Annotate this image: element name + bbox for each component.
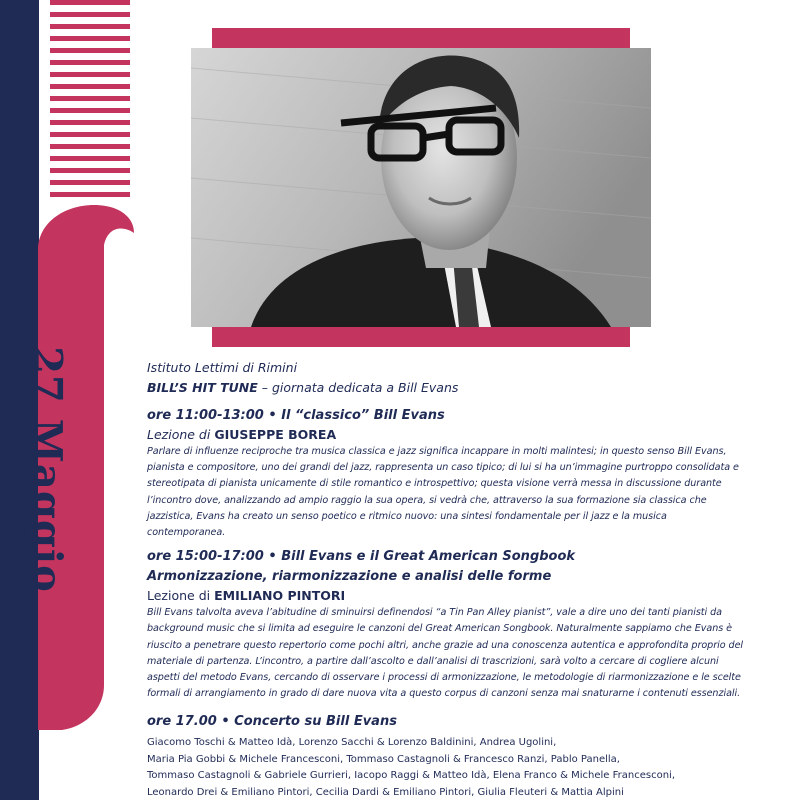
session-1-lesson: Lezione di GIUSEPPE BOREA xyxy=(147,427,337,442)
session-2-subtitle: Armonizzazione, riarmonizzazione e analisi delle forme xyxy=(147,569,552,585)
event-subtitle: – giornata dedicata a Bill Evans xyxy=(257,380,459,395)
session-2-teacher: EMILIANO PINTORI xyxy=(214,588,346,604)
session-2-lesson: Lezione di EMILIANO PINTORI xyxy=(147,588,346,604)
portrait-photo xyxy=(191,48,651,327)
session-2-title: ore 15:00-17:00 • Bill Evans e il Great American Songbook xyxy=(147,549,576,565)
session-1-description: Parlare di influenze reciproche tra musica classica e jazz significa incappare in molti malintesi; in questo senso Bill Evans, pianista e compositore, uno dei grandi del jazz, rappresenta un caso tipico; di lui si ha un’immagine purtroppo consolidata e stereotipata di pianista unicamente di stile romantico e introspettivo; questa visione verrà messa in discussione durante l’incontro dove, analizzando ad ampio raggio la sua opera, si vedrà che, attraverso la sua formazione sia classica che jazzistica, Evans ha creato un senso poetico e ritmico nuovo: una sintesi fondamentale per il jazz e la musica contemporanea. xyxy=(147,446,739,539)
event-title: BILL’S HIT TUNE xyxy=(147,380,258,395)
venue: Istituto Lettimi di Rimini xyxy=(147,360,298,375)
performers-line: Leonardo Drei & Emiliano Pintori, Cecilia Dardi & Emiliano Pintori, Giulia Fleuteri & Mattia Alpini xyxy=(147,786,624,798)
session-3-title: ore 17.00 • Concerto su Bill Evans xyxy=(147,714,397,730)
photo-band-top xyxy=(212,28,630,48)
photo-band-bottom xyxy=(212,327,630,347)
session-1-teacher: GIUSEPPE BOREA xyxy=(214,427,337,442)
event-title-line xyxy=(147,378,747,398)
performers-line: Giacomo Toschi & Matteo Idà, Lorenzo Sacchi & Lorenzo Baldinini, Andrea Ugolini, xyxy=(147,737,557,749)
session-1-title: ore 11:00-13:00 • Il “classico” Bill Evans xyxy=(147,408,445,423)
performers-line: Tommaso Castagnoli & Gabriele Gurrieri, Iacopo Raggi & Matteo Idà, Elena Franco & Michele Francesconi, xyxy=(147,770,676,782)
performers-line: Maria Pia Gobbi & Michele Francesconi, Tommaso Castagnoli & Francesco Ranzi, Pablo Panella, xyxy=(147,753,620,765)
date-label: 27 Maggio xyxy=(23,346,71,593)
decorative-stripes xyxy=(50,0,130,196)
event-content xyxy=(147,358,747,801)
session-2-description: Bill Evans talvolta aveva l’abitudine di sminuirsi definendosi “a Tin Pan Alley pianist”, vale a dire uno dei tanti pianisti da background music che si limita ad eseguire le canzoni del Great American Songbook. Naturalmente sappiamo che Evans è riuscito a penetrare questo repertorio come pochi altri, anche grazie ad una conoscenza autentica e approfondita proprio del materiale di partenza. L’incontro, a partire dall’ascolto e dall’analisi di trascrizioni, sarà volto a cercare di cogliere alcuni aspetti del metodo Evans, cercando di osservare i processi di armonizzazione, le metodologie di riarmonizzazione e le scelte formali di arrangiamento in grado di dare nuova vita a questo corpus di canzoni senza mai snaturarne i contenuti essenziali. xyxy=(147,607,744,700)
